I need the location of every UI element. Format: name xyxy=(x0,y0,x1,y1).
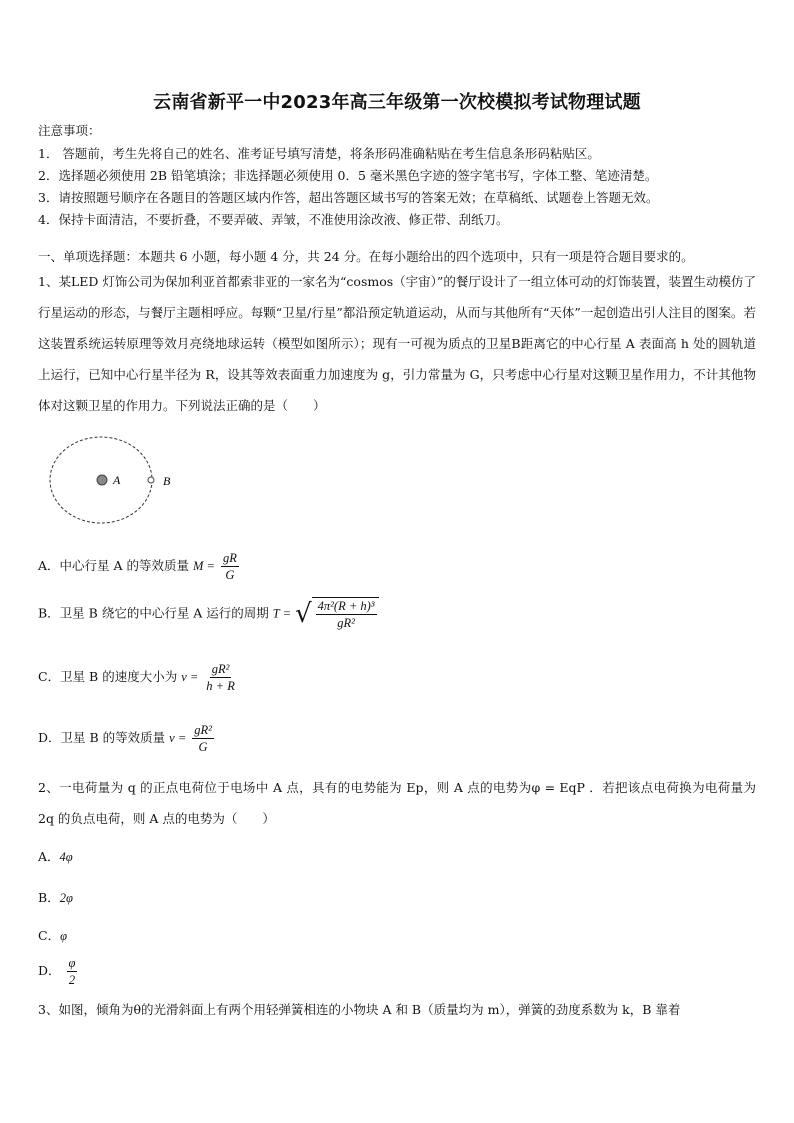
q1-option-c: C．卫星 B 的速度大小为 v = $\frac{\text{gR²}}{h + R}$ xyxy=(38,662,235,693)
q1-option-a: A．中心行星 A 的等效质量 M = $\frac{gR}{G}$ xyxy=(38,551,237,582)
planet-a xyxy=(97,475,107,485)
section-heading: 一、单项选择题：本题共 6 小题，每小题 4 分，共 24 分。在每小题给出的四个选项中，只有一项是符合题目要求的。 xyxy=(38,249,694,264)
label-a: A xyxy=(113,473,121,487)
question-3-text: 3、如图，倾角为θ的光滑斜面上有两个用轻弹簧相连的小物块 A 和 B（质量均为 m），弹簧的劲度系数为 k，B 靠着 xyxy=(38,1002,681,1017)
notice-item: 1． 答题前，考生先将自己的姓名、准考证号填写清楚，将条形码准确粘贴在考生信息条形码粘贴区。 xyxy=(38,146,600,161)
q1-option-b: B．卫星 B 绕它的中心行星 A 运行的周期 T = √ $\frac{\text{4π²(R + h)³}}{\text{gR²}}$ xyxy=(38,597,379,631)
q2-option-d: D． $\frac{\varphi}{2}$ xyxy=(38,956,76,987)
satellite-b xyxy=(148,477,154,483)
q1-option-d: D．卫星 B 的等效质量 v = $\frac{\text{gR²}}{G}$ xyxy=(38,723,212,754)
q2-option-a: A．4φ xyxy=(38,849,73,864)
page-title: 云南省新平一中2023年高三年级第一次校模拟考试物理试题 xyxy=(153,92,641,113)
notice-item: 2．选择题必须使用 2B 铅笔填涂；非选择题必须使用 0．5 毫米黑色字迹的签字笔书写，字体工整、笔迹清楚。 xyxy=(38,168,658,183)
question-1-text: 1、某LED 灯饰公司为保加利亚首都索非亚的一家名为“cosmos（宇宙）”的餐厅设计了一组立体可动的灯饰装置，装置生动模仿了行星运动的形态，与餐厅主题相呼应。每颗“卫星/行星”都沿预定轨道运动，从而与其他所有“天体”一起创造出引人注目的图案。若这装置系统运转原理等效月亮绕地球运转（模型如图所示）；现有一可视为质点的卫星B距离它的中心行星 A 表面高 h 处的圆轨道上运行，已知中心行星半径为 R，设其等效表面重力加速度为 g，引力常量为 G，只考虑中心行星对这颗卫星作用力，不计其他物体对这颗卫星的作用力。下列说法正确的是（ ） xyxy=(38,274,756,413)
notice-item: 3．请按照题号顺序在各题目的答题区域内作答，超出答题区域书写的答案无效；在草稿纸、试题卷上答题无效。 xyxy=(38,190,659,205)
question-2-text: 2、一电荷量为 q 的正点电荷位于电场中 A 点，具有的电势能为 Ep，则 A 点的电势为φ = EqP ．若把该点电荷换为电荷量为 2q 的负点电荷，则 A 点的电势为（ ） xyxy=(38,780,756,826)
notice-heading: 注意事项： xyxy=(38,123,101,138)
orbit-diagram xyxy=(44,432,194,535)
q2-option-c: C．φ xyxy=(38,928,67,943)
notice-item: 4．保持卡面清洁，不要折叠，不要弄破、弄皱，不准使用涂改液、修正带、刮纸刀。 xyxy=(38,212,509,227)
q2-option-b: B．2φ xyxy=(38,890,73,905)
label-b: B xyxy=(163,474,171,488)
